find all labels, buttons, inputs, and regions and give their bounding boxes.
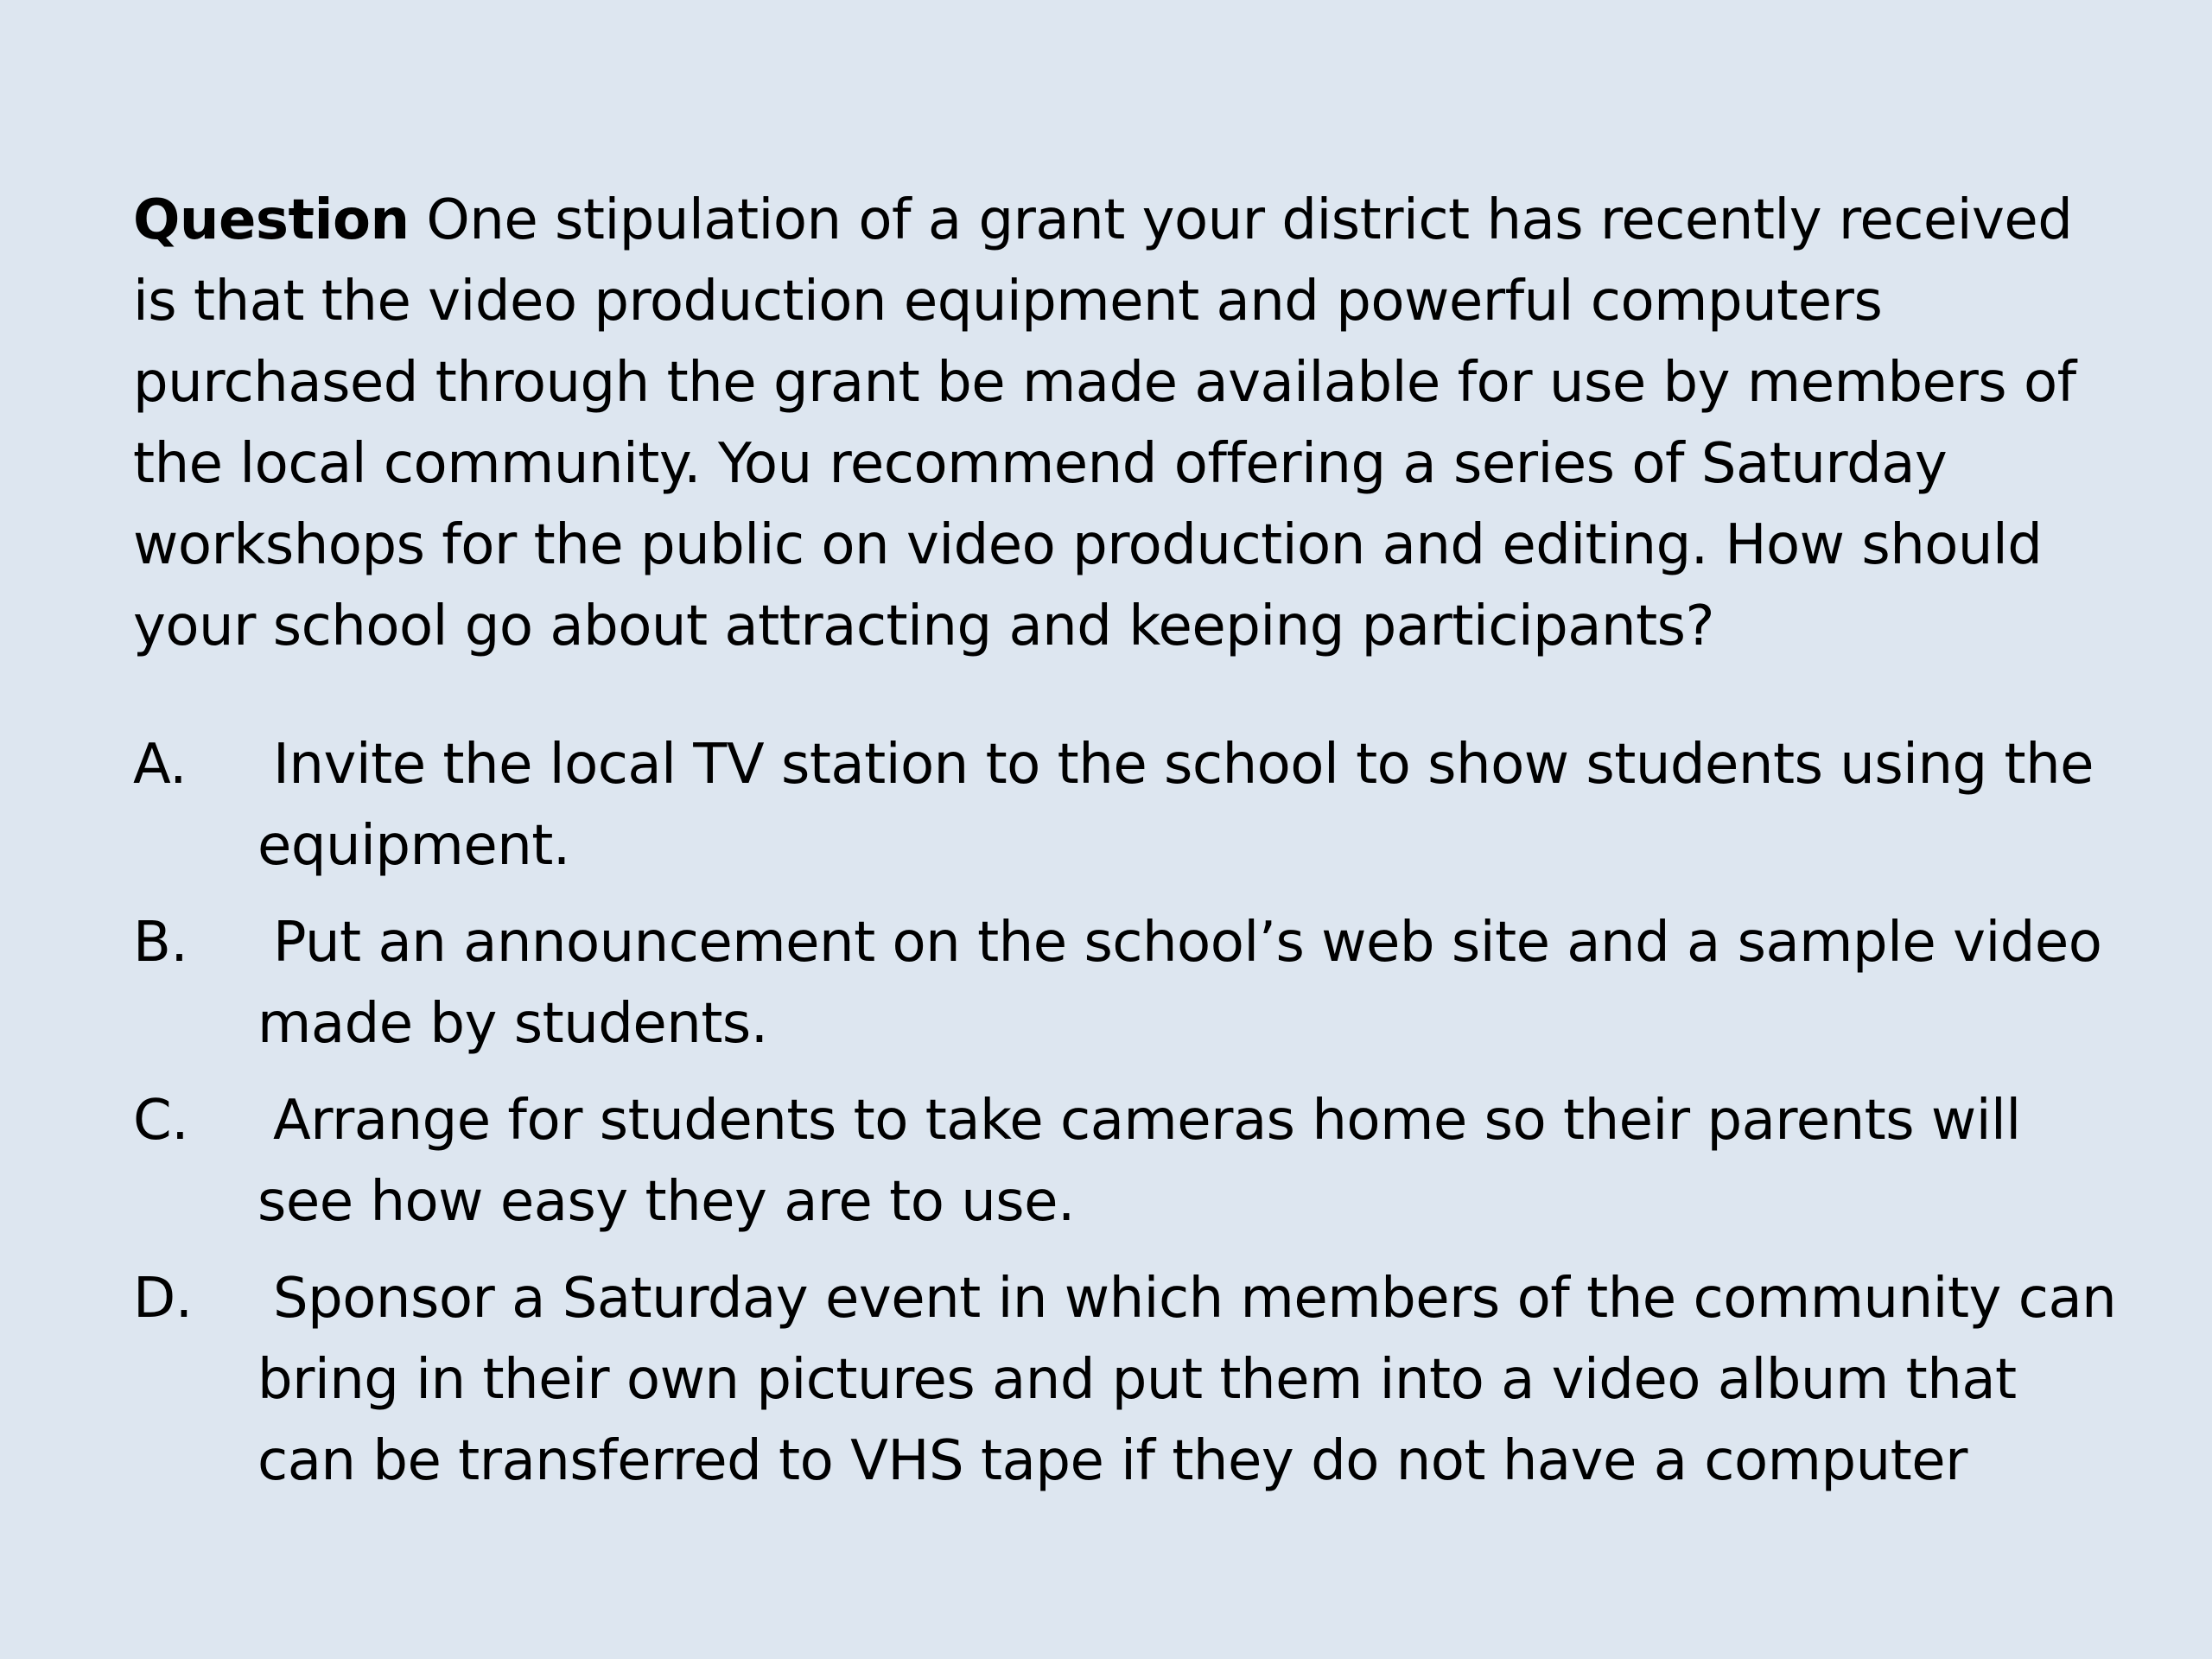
- option-a: [133, 724, 2120, 887]
- option-c-text: Arrange for students to take cameras home so their parents will see how easy they are to use.: [257, 1089, 2021, 1234]
- option-b-letter: B.: [133, 911, 188, 975]
- option-c: [133, 1080, 2120, 1243]
- option-c-letter: C.: [133, 1089, 189, 1153]
- answer-options: [133, 724, 2120, 1517]
- option-d-text: Sponsor a Saturday event in which members of the community can bring in their own pictures and put them into a video album that can be transferred to VHS tape if they do not have a computer: [257, 1267, 2117, 1493]
- question-paragraph: [133, 180, 2120, 667]
- option-a-letter: A.: [133, 733, 187, 797]
- question-label: Question: [133, 188, 410, 252]
- option-b-text: Put an announcement on the school’s web site and a sample video made by students.: [257, 911, 2102, 1056]
- option-b: [133, 902, 2120, 1065]
- question-text: One stipulation of a grant your district has recently received is that the video production equipment and powerful computers purchased through the grant be made available for use by members of the local community. You recommend offering a series of Saturday workshops for the public on video production and editing. How should your school go about attracting and keeping participants?: [133, 188, 2076, 658]
- option-d: [133, 1258, 2120, 1502]
- option-d-letter: D.: [133, 1267, 193, 1331]
- option-a-text: Invite the local TV station to the school to show students using the equipment.: [257, 733, 2094, 878]
